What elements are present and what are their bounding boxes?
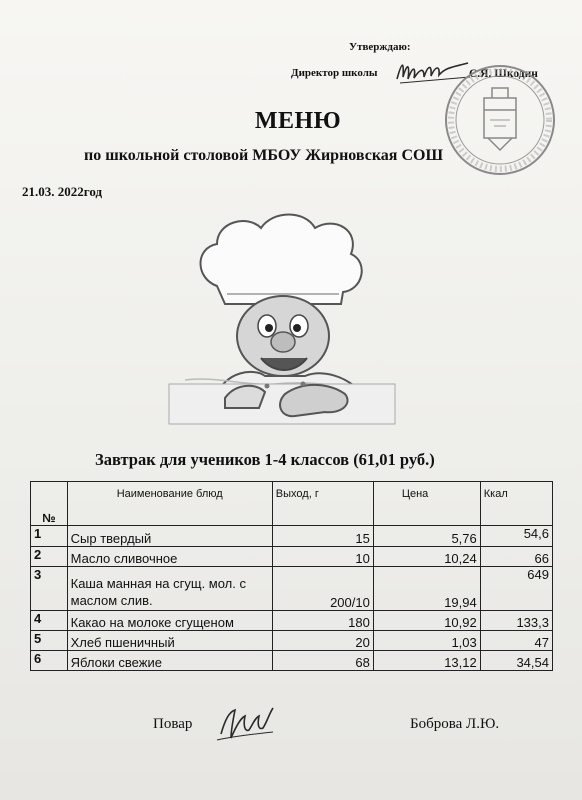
chef-illustration — [155, 208, 405, 433]
row-kcal: 47 — [480, 631, 552, 651]
row-output: 20 — [272, 631, 373, 651]
row-name: Хлеб пшеничный — [67, 631, 272, 651]
header-kcal: Ккал — [480, 482, 552, 526]
row-output: 180 — [272, 611, 373, 631]
row-num: 3 — [31, 567, 68, 611]
row-num: 2 — [31, 547, 68, 567]
row-output: 68 — [272, 651, 373, 671]
approve-label: Утверждаю: — [349, 41, 411, 53]
row-num: 4 — [31, 611, 68, 631]
row-output: 15 — [272, 526, 373, 547]
table-row — [31, 611, 553, 631]
cook-signature — [215, 700, 275, 745]
row-name: Какао на молоке сгущеном — [67, 611, 272, 631]
header-name: Наименование блюд — [67, 482, 272, 526]
row-kcal: 649 — [480, 567, 552, 611]
row-output: 200/10 — [272, 567, 373, 611]
menu-date: 21.03. 2022год — [22, 184, 103, 199]
row-price: 13,12 — [373, 651, 480, 671]
row-price: 10,92 — [373, 611, 480, 631]
row-name: Каша манная на сгущ. мол. с маслом слив. — [67, 567, 272, 611]
row-kcal: 66 — [480, 547, 552, 567]
header-price: Цена — [373, 482, 480, 526]
breakfast-title: Завтрак для учеников 1-4 классов (61,01 руб.) — [95, 450, 435, 469]
menu-table — [30, 481, 553, 671]
row-num: 5 — [31, 631, 68, 651]
row-price: 19,94 — [373, 567, 480, 611]
page-title: МЕНЮ — [254, 108, 342, 134]
row-num: 6 — [31, 651, 68, 671]
cook-label: Повар — [153, 716, 193, 732]
row-num: 1 — [31, 526, 68, 547]
row-kcal: 54,6 — [480, 526, 552, 547]
row-output: 10 — [272, 547, 373, 567]
row-name: Сыр твердый — [67, 526, 272, 547]
row-name: Масло сливочное — [67, 547, 272, 567]
row-kcal: 34,54 — [480, 651, 552, 671]
table-header-row — [31, 482, 553, 526]
director-label: Директор школы — [291, 67, 378, 79]
cook-name: Боброва Л.Ю. — [410, 716, 500, 732]
row-price: 1,03 — [373, 631, 480, 651]
table-row — [31, 547, 553, 567]
header-num: № — [31, 482, 68, 526]
table-row — [31, 651, 553, 671]
row-kcal: 133,3 — [480, 611, 552, 631]
table-row — [31, 567, 553, 611]
row-name: Яблоки свежие — [67, 651, 272, 671]
director-name: С.Я. Шкодин — [469, 68, 538, 80]
table-row — [31, 631, 553, 651]
school-subtitle: по школьной столовой МБОУ Жирновская СОШ — [84, 147, 444, 164]
row-price: 5,76 — [373, 526, 480, 547]
row-price: 10,24 — [373, 547, 480, 567]
table-row — [31, 526, 553, 547]
header-output: Выход, г — [272, 482, 373, 526]
